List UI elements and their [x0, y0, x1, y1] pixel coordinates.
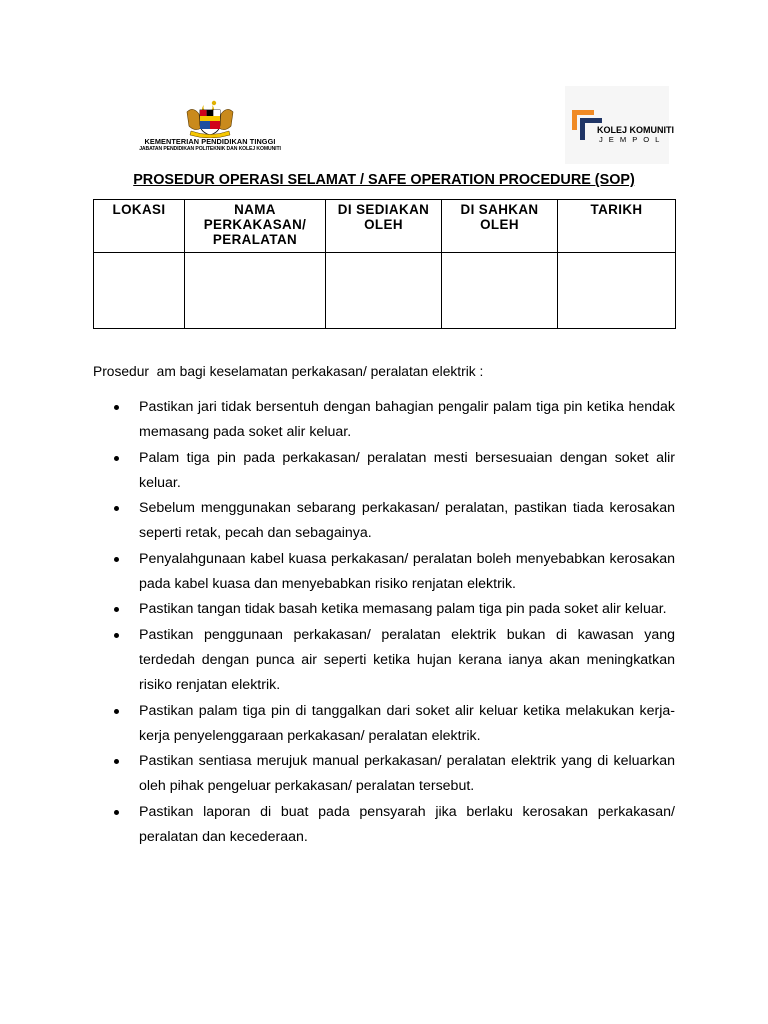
college-logo	[565, 86, 675, 164]
coat-of-arms-icon	[177, 98, 243, 138]
bullet-icon	[114, 405, 119, 410]
column-header-di-sediakan-oleh: DI SEDIAKAN OLEH	[326, 200, 442, 253]
college-name: KOLEJ KOMUNITI	[597, 125, 675, 135]
college-campus: JEMPOL	[599, 135, 666, 144]
list-item-text: Penyalahgunaan kabel kuasa perkakasan/ peralatan boleh menyebabkan kerosakan pada kabel kuasa dan menyebabkan risiko renjatan elektrik.	[139, 550, 675, 593]
bullet-icon	[114, 557, 119, 562]
table-cell-di-sediakan-oleh[interactable]	[326, 253, 442, 329]
list-item-text: Sebelum menggunakan sebarang perkakasan/ peralatan, pastikan tiada kerosakan seperti retak, pecah dan sebagainya.	[139, 500, 675, 542]
table-cell-lokasi[interactable]	[94, 253, 185, 329]
document-title: PROSEDUR OPERASI SELAMAT / SAFE OPERATION PROCEDURE (SOP)	[133, 172, 635, 188]
list-item-text: Pastikan sentiasa merujuk manual perkakasan/ peralatan elektrik yang di keluarkan oleh pihak pengeluar perkakasan/ peralatan tersebut.	[139, 753, 675, 795]
bullet-icon	[114, 456, 119, 461]
safety-rules-list	[93, 395, 675, 850]
bullet-icon	[114, 506, 119, 511]
bullet-icon	[114, 633, 119, 638]
column-header-tarikh: TARIKH	[558, 200, 676, 253]
list-item-text: Pastikan jari tidak bersentuh dengan bahagian pengalir palam tiga pin ketika hendak memasang pada soket alir keluar.	[139, 399, 675, 441]
list-item	[93, 446, 675, 497]
table-header-row	[94, 200, 676, 253]
sop-table	[93, 199, 676, 329]
bullet-icon	[114, 607, 119, 612]
bullet-icon	[114, 759, 119, 764]
table-cell-tarikh[interactable]	[558, 253, 676, 329]
table-cell-nama-perkakasan[interactable]	[185, 253, 326, 329]
list-item	[93, 547, 675, 598]
list-item-text: Palam tiga pin pada perkakasan/ peralatan mesti bersesuaian dengan soket alir keluar.	[139, 449, 675, 491]
bullet-icon	[114, 709, 119, 714]
list-item	[93, 496, 675, 547]
column-header-di-sahkan-oleh: DI SAHKAN OLEH	[442, 200, 558, 253]
intro-paragraph: Prosedur am bagi keselamatan perkakasan/ peralatan elektrik :	[93, 364, 484, 379]
bullet-icon	[114, 810, 119, 815]
table-row	[94, 253, 676, 329]
column-header-nama-perkakasan: NAMA PERKAKASAN/ PERALATAN	[185, 200, 326, 253]
ministry-logo	[100, 98, 320, 153]
list-item	[93, 597, 675, 622]
list-item-text: Pastikan tangan tidak basah ketika memasang palam tiga pin pada soket alir keluar.	[139, 601, 667, 618]
list-item-text: Pastikan palam tiga pin di tanggalkan dari soket alir keluar ketika melakukan kerja-kerja penyelenggaraan perkakasan/ peralatan elektrik.	[139, 702, 675, 744]
list-item	[93, 623, 675, 699]
table-cell-di-sahkan-oleh[interactable]	[442, 253, 558, 329]
ministry-department: JABATAN PENDIDIKAN POLITEKNIK DAN KOLEJ KOMUNITI	[139, 146, 281, 152]
list-item	[93, 395, 675, 446]
list-item	[93, 749, 675, 800]
list-item	[93, 699, 675, 750]
list-item-text: Pastikan penggunaan perkakasan/ peralatan elektrik bukan di kawasan yang terdedah dengan punca air seperti ketika hujan kerana ianya akan meningkatkan risiko renjatan elektrik.	[139, 626, 675, 694]
list-item	[93, 800, 675, 851]
ministry-name: KEMENTERIAN PENDIDIKAN TINGGI	[144, 137, 276, 146]
list-item-text: Pastikan laporan di buat pada pensyarah jika berlaku kerosakan perkakasan/ peralatan dan kecederaan.	[139, 803, 675, 846]
column-header-lokasi: LOKASI	[94, 200, 185, 253]
